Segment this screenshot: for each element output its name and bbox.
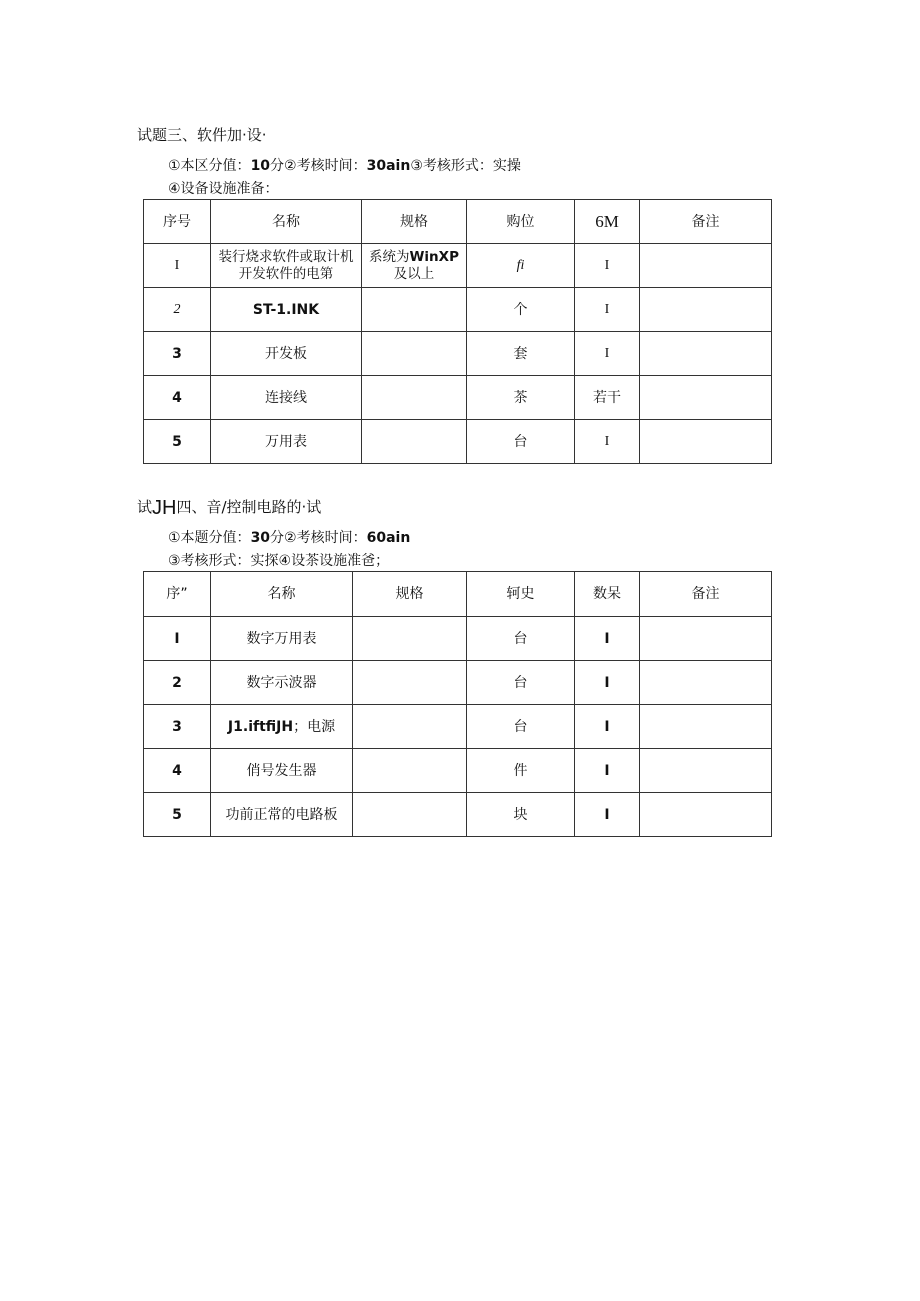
row-qty: I (575, 661, 640, 705)
row-unit: 件 (467, 749, 575, 793)
row-unit: 台 (467, 661, 575, 705)
section4-info-line2: ③考核形式：实探④设茶设施准爸； (168, 553, 390, 569)
spec-suffix: 及以上 (393, 265, 435, 282)
row-no: 4 (144, 376, 211, 420)
time-value: 60ain (366, 530, 411, 546)
table-row (144, 288, 772, 332)
table-row (144, 661, 772, 705)
row-qty: I (575, 617, 640, 661)
row-spec (362, 244, 467, 288)
spec-prefix: 系统为 (369, 248, 410, 265)
table-row (144, 332, 772, 376)
table-header-row (144, 200, 772, 244)
form-label: ③考核形式：实操 (410, 158, 521, 174)
header-spec: 规格 (353, 572, 467, 617)
table-row (144, 793, 772, 837)
row-no: I (144, 617, 211, 661)
row-name (211, 705, 353, 749)
table-row (144, 705, 772, 749)
row-no: 2 (144, 288, 211, 332)
header-no: 序” (144, 572, 211, 617)
row-spec (353, 749, 467, 793)
row-qty: I (575, 793, 640, 837)
row-qty: 若干 (575, 376, 640, 420)
section4-title (137, 498, 321, 517)
title-prefix: 试 (137, 498, 153, 516)
header-note: 备注 (640, 200, 772, 244)
table-header-row (144, 572, 772, 617)
row-no: 2 (144, 661, 211, 705)
row-unit: 台 (467, 617, 575, 661)
section3-info-line1 (168, 157, 521, 175)
name-suffix: ；电源 (293, 718, 336, 735)
row-note (640, 617, 772, 661)
name-code: J1.iftfiJH (227, 718, 294, 735)
row-qty: I (575, 705, 640, 749)
row-unit: fi (467, 244, 575, 288)
row-qty: I (575, 749, 640, 793)
row-qty: I (575, 244, 640, 288)
section3-info-line2: ④设备设施准备： (168, 181, 279, 197)
score-label: ①本题分值： (168, 530, 251, 546)
table-row (144, 749, 772, 793)
row-no: 5 (144, 420, 211, 464)
row-note (640, 749, 772, 793)
row-note (640, 376, 772, 420)
row-note (640, 332, 772, 376)
header-unit: 轲史 (467, 572, 575, 617)
row-name: 功前正常的电路板 (211, 793, 353, 837)
score-label: ①本区分值： (168, 158, 251, 174)
row-qty: I (575, 288, 640, 332)
time-value: 30ain (366, 158, 411, 174)
row-note (640, 793, 772, 837)
spec-os: WinXP (409, 248, 459, 265)
row-spec (362, 332, 467, 376)
row-no: 4 (144, 749, 211, 793)
row-unit: 台 (467, 705, 575, 749)
header-name: 名称 (211, 200, 362, 244)
title-suffix: 四、音/控制电路的·试 (176, 498, 322, 516)
row-no: 3 (144, 705, 211, 749)
table-row (144, 617, 772, 661)
header-unit: 购位 (467, 200, 575, 244)
table-row (144, 244, 772, 288)
equipment-table-1 (143, 199, 772, 464)
row-name: 连接线 (211, 376, 362, 420)
row-name: 俏号发生器 (211, 749, 353, 793)
row-name: 开发板 (211, 332, 362, 376)
row-qty: I (575, 420, 640, 464)
row-spec (362, 376, 467, 420)
row-qty: I (575, 332, 640, 376)
header-qty: 数呆 (575, 572, 640, 617)
row-spec (353, 793, 467, 837)
title-big-text: JH (152, 497, 177, 519)
score-value: 30 (250, 530, 271, 546)
row-spec (362, 288, 467, 332)
table-row (144, 420, 772, 464)
row-note (640, 420, 772, 464)
section4-info-line1 (168, 529, 410, 547)
row-no: 5 (144, 793, 211, 837)
row-name: 万用表 (211, 420, 362, 464)
row-spec (353, 617, 467, 661)
row-note (640, 288, 772, 332)
time-label: 分②考核时间： (270, 158, 367, 174)
row-name: 装行烧求软件或取计机开发软件的电第 (211, 244, 362, 288)
row-note (640, 244, 772, 288)
header-no: 序号 (144, 200, 211, 244)
table-row (144, 376, 772, 420)
row-unit: 个 (467, 288, 575, 332)
row-unit: 茶 (467, 376, 575, 420)
header-spec: 规格 (362, 200, 467, 244)
row-no: I (144, 244, 211, 288)
equipment-table-2 (143, 571, 772, 837)
row-spec (353, 705, 467, 749)
row-spec (362, 420, 467, 464)
row-spec (353, 661, 467, 705)
time-label: 分②考核时间： (270, 530, 367, 546)
row-note (640, 661, 772, 705)
row-name: 数字示波器 (211, 661, 353, 705)
row-unit: 台 (467, 420, 575, 464)
header-qty: 6M (575, 200, 640, 244)
row-name: 数字万用表 (211, 617, 353, 661)
header-note: 备注 (640, 572, 772, 617)
row-unit: 块 (467, 793, 575, 837)
score-value: 10 (250, 158, 271, 174)
row-name: ST-1.INK (211, 288, 362, 332)
row-unit: 套 (467, 332, 575, 376)
row-no: 3 (144, 332, 211, 376)
row-note (640, 705, 772, 749)
section3-title: 试题三、软件加·设· (137, 126, 267, 144)
header-name: 名称 (211, 572, 353, 617)
